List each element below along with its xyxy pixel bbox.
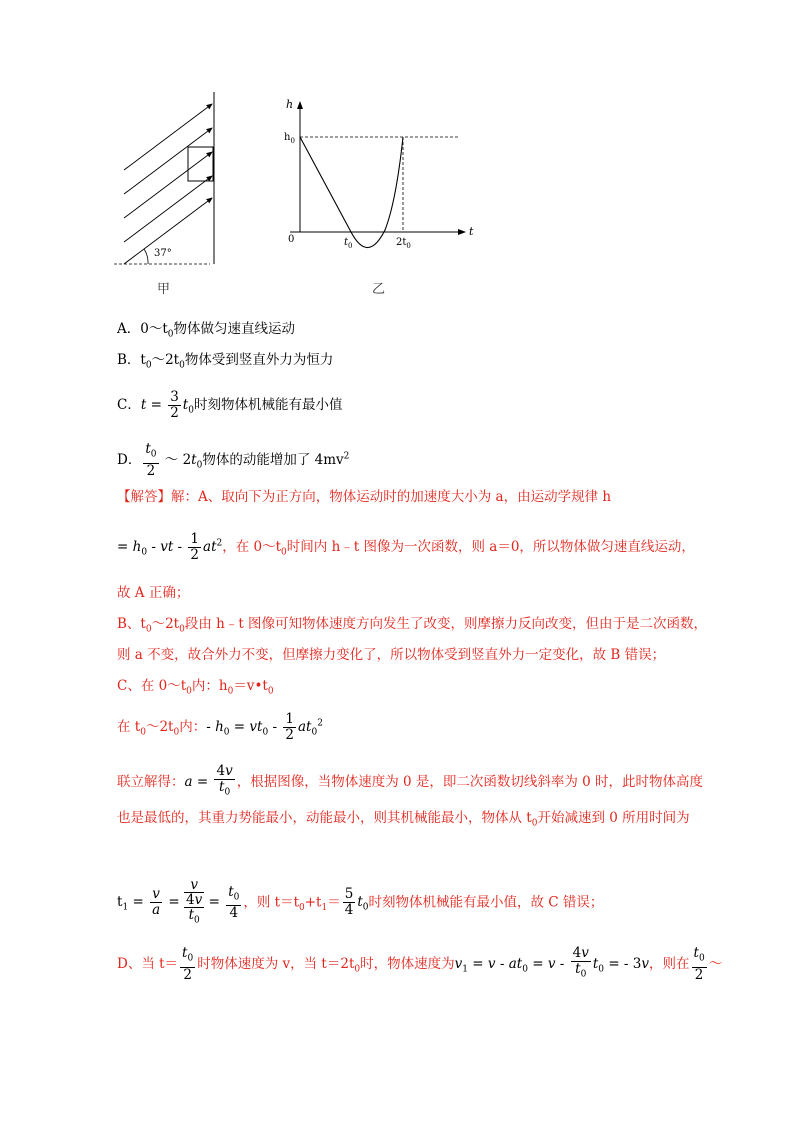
wind-arrows (124, 104, 212, 264)
parabola-segment (351, 137, 403, 248)
linear-segment (300, 137, 351, 232)
h-axis-label: h (286, 98, 294, 111)
angle-label: 37° (154, 248, 172, 259)
t-axis-label: t (469, 225, 474, 238)
figure-yi-graph (280, 92, 480, 257)
block (188, 147, 213, 181)
answer-line-2: = $h_0$ - vt - $\frac{1}{2}$ $at^2$，在 $0\sim t_0$时间内 h﹣t 图像为一次函数，则 a＝0，所以物体做匀速直线运动， (117, 531, 695, 563)
answer-line-11: D、当 t＝ $\frac{t_0}{2}$ 时物体速度为 v，当 $t=2t_0$时，物体速度为$v_1 = v - at_0 = v$ - $\frac{4v}{t_0}$ $t_0$ = - 3v，则在 $\frac{t_0}{2}$ ～ (117, 945, 723, 983)
figure-jia-label: 甲 (157, 282, 171, 297)
answer-line-9: 也是最低的，其重力势能最小，动能最小，则其机械能最小，物体从 $t_0$开始减速到 0 所用时间为 (117, 810, 690, 829)
figure-yi-label: 乙 (372, 282, 386, 297)
option-d: D． $\frac{t_0}{2}$ ～ $2t_0$物体的动能增加了 $4mv^2$ (117, 441, 350, 479)
answer-line-5: 则 a 不变，故合外力不变，但摩擦力变化了，所以物体受到竖直外力一定变化，故 B 错误； (117, 647, 666, 663)
angle-arc (144, 249, 148, 264)
answer-line-6: C、在 $0\sim t_0$内：$h_0=v•t_0$ (117, 678, 274, 697)
h0-tick-label: $h_0$ (284, 132, 295, 145)
answer-line-3: 故 A 正确； (117, 585, 190, 601)
answer-line-1: 【解答】解：A、取向下为正方向，物体运动时的加速度大小为 a，由运动学规律 h (117, 489, 612, 505)
answer-line-8: 联立解得：a = $\frac{4v}{t_0}$ ，根据图像，当物体速度为 0 是，即二次函数切线斜率为 0 时，此时物体高度 (117, 763, 704, 798)
origin-label: 0 (288, 234, 295, 245)
answer-line-4: B、$t_0\sim 2t_0$段由 h﹣t 图像可知物体速度方向发生了改变，则摩擦力反向改变，但由于是二次函数， (117, 616, 708, 635)
option-c: C．t = $\frac{3}{2}$ $t_0$时刻物体机械能有最小值 (117, 389, 343, 421)
t0-tick-label: $t_0$ (344, 237, 353, 250)
2t0-tick-label: $2t_0$ (396, 237, 411, 250)
answer-line-10: $t_1$ = $\frac{v}{a}$ = v 4v $t_0$ = $\frac{t_0}{4}$ ，则 $t=t_0+t_1=$ $\frac{5}{4}$ $t_0$时刻物体机械能有最小值，故 C 错误； (117, 877, 604, 926)
answer-line-7: 在 $t_0\sim 2t_0$内：- $h_0 = vt_0$ - $\frac{1}{2}$ $at_0^2$ (117, 711, 323, 743)
option-b: B．$t_0\sim 2t_0$物体受到竖直外力为恒力 (117, 352, 334, 371)
figure-jia (110, 92, 220, 272)
option-a: A．$0\sim t_0$物体做匀速直线运动 (117, 321, 295, 340)
